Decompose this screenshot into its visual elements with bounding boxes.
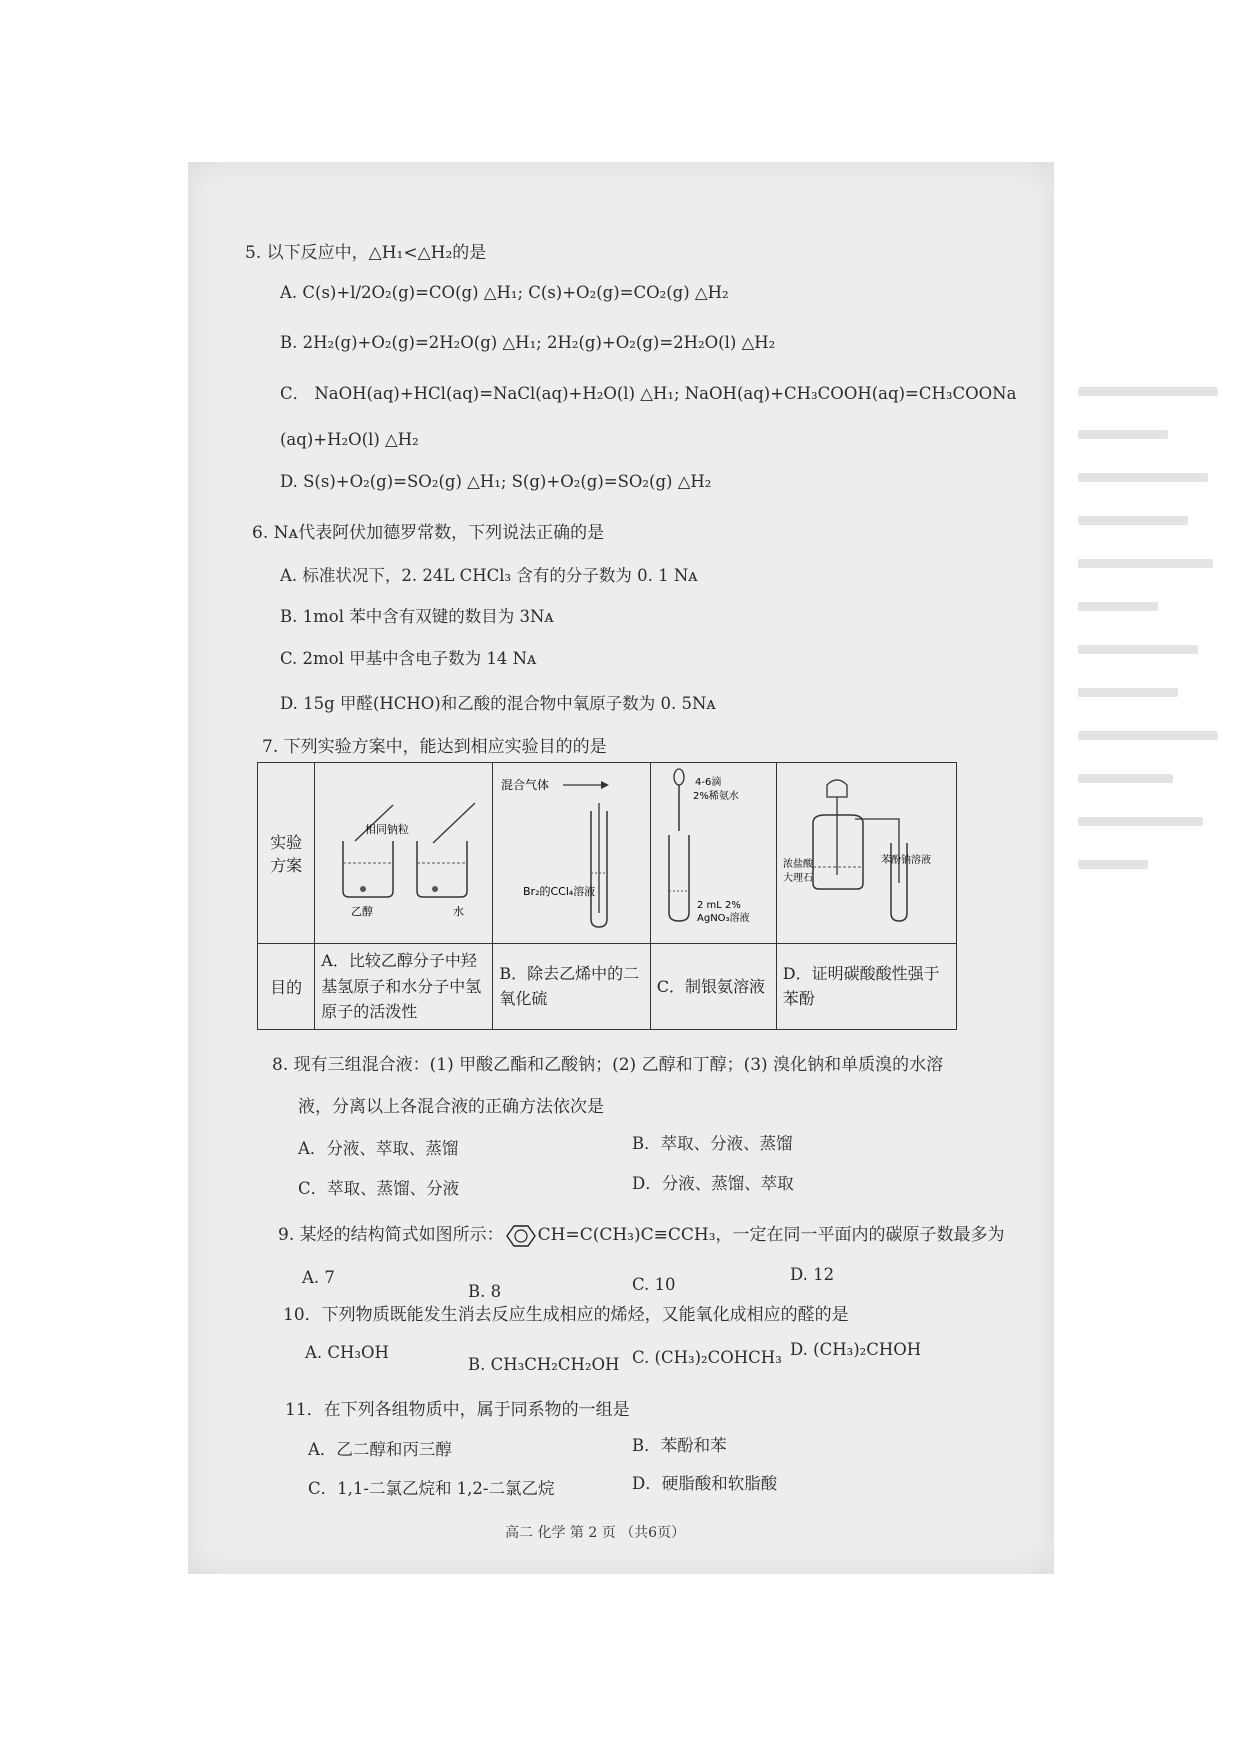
q10-option-c: C. (CH₃)₂COHCH₃	[632, 1348, 782, 1367]
q8-stem-line2: 液，分离以上各混合液的正确方法依次是	[298, 1097, 604, 1117]
fig-c-dropper-tube	[651, 763, 771, 939]
q11-option-b: B．苯酚和苯	[632, 1436, 727, 1455]
purpose-c: C．制银氨溶液	[650, 944, 776, 1030]
q5-option-d: D. S(s)+O₂(g)=SO₂(g) △H₁; S(g)+O₂(g)=SO₂(g) △H₂	[280, 472, 712, 491]
benzene-ring-icon	[504, 1224, 538, 1248]
purpose-d: D．证明碳酸酸性强于苯酚	[776, 944, 956, 1030]
q10-stem: 10．下列物质既能发生消去反应生成相应的烯烃，又能氧化成相应的醛的是	[283, 1305, 849, 1325]
fig-b-gas-washing	[493, 763, 643, 939]
q8-stem-line1: 8. 现有三组混合液：(1) 甲酸乙酯和乙酸钠；(2) 乙醇和丁醇；(3) 溴化钠和单质溴的水溶	[272, 1055, 944, 1075]
q8-option-b: B．萃取、分液、蒸馏	[632, 1134, 793, 1153]
q10-option-a: A. CH₃OH	[305, 1343, 389, 1362]
label-hcl: 浓盐酸	[782, 859, 813, 870]
q9-option-c: C. 10	[632, 1275, 676, 1294]
label-phenolate: 苯酚钠溶液	[880, 855, 931, 866]
label-agno3: AgNO₃溶液	[696, 913, 750, 924]
q10-option-b: B. CH₃CH₂CH₂OH	[468, 1355, 620, 1374]
label-drops: 4-6滴	[694, 777, 722, 788]
label-marble: 大理石	[782, 873, 813, 884]
q10-option-d: D. (CH₃)₂CHOH	[790, 1340, 922, 1359]
label-water: 水	[453, 905, 465, 918]
q6-option-b: B. 1mol 苯中含有双键的数目为 3Nᴀ	[280, 607, 554, 626]
q9-stem-prefix: 9. 某烃的结构简式如图所示：	[278, 1225, 504, 1245]
q11-option-d: D．硬脂酸和软脂酸	[632, 1474, 778, 1493]
row-label-scheme: 实验方案	[258, 763, 315, 944]
fig-a-beakers-sodium	[315, 763, 485, 939]
fig-c-cell	[650, 763, 776, 944]
q11-stem: 11．在下列各组物质中，属于同系物的一组是	[285, 1400, 630, 1420]
label-ethanol: 乙醇	[351, 905, 374, 918]
q5-option-a: A. C(s)+l/2O₂(g)=CO(g) △H₁; C(s)+O₂(g)=CO₂(g) △H₂	[280, 283, 729, 302]
label-bromine-solution: Br₂的CCl₄溶液	[523, 885, 596, 898]
purpose-b: B．除去乙烯中的二氧化硫	[493, 944, 650, 1030]
row-label-purpose: 目的	[258, 944, 315, 1030]
label-same-sodium: 相同钠粒	[365, 823, 410, 836]
q6-option-a: A. 标准状况下，2. 24L CHCl₃ 含有的分子数为 0. 1 Nᴀ	[280, 566, 698, 585]
q5-stem: 5. 以下反应中，△H₁<△H₂的是	[245, 243, 487, 263]
q9-stem	[278, 1220, 1005, 1248]
q5-option-b: B. 2H₂(g)+O₂(g)=2H₂O(g) △H₁; 2H₂(g)+O₂(g)=2H₂O(l) △H₂	[280, 333, 776, 352]
q6-stem: 6. Nᴀ代表阿伏加德罗常数，下列说法正确的是	[252, 523, 605, 543]
page-footer: 高二 化学 第 2 页 （共6页）	[505, 1525, 686, 1541]
q8-option-a: A．分液、萃取、蒸馏	[298, 1139, 459, 1158]
label-mixed-gas: 混合气体	[501, 778, 550, 792]
q6-option-c: C. 2mol 甲基中含电子数为 14 Nᴀ	[280, 649, 537, 668]
bleed-through-text	[1078, 387, 1228, 987]
fig-d-gas-generator	[777, 763, 949, 939]
q5-option-c-line1: C． NaOH(aq)+HCl(aq)=NaCl(aq)+H₂O(l) △H₁; NaOH(aq)+CH₃COOH(aq)=CH₃COONa	[280, 384, 1017, 403]
label-volume: 2 mL 2%	[696, 900, 741, 911]
purpose-a: A．比较乙醇分子中羟基氢原子和水分子中氢原子的活泼性	[315, 944, 493, 1030]
q9-formula: CH=C(CH₃)C≡CCH₃，一定在同一平面内的碳原子数最多为	[537, 1225, 1005, 1245]
q8-option-d: D．分液、蒸馏、萃取	[632, 1174, 794, 1193]
q7-stem: 7. 下列实验方案中，能达到相应实验目的的是	[262, 737, 607, 757]
q9-option-d: D. 12	[790, 1265, 835, 1284]
label-ammonia: 2%稀氨水	[692, 791, 739, 802]
q9-option-a: A. 7	[302, 1268, 335, 1287]
q6-option-d: D. 15g 甲醛(HCHO)和乙酸的混合物中氧原子数为 0. 5Nᴀ	[280, 694, 716, 713]
q11-option-a: A．乙二醇和丙三醇	[308, 1440, 452, 1459]
q7-experiment-table	[257, 762, 957, 1030]
q8-option-c: C．萃取、蒸馏、分液	[298, 1179, 460, 1198]
q9-option-b: B. 8	[468, 1282, 502, 1301]
q11-option-c: C．1,1-二氯乙烷和 1,2-二氯乙烷	[308, 1479, 555, 1498]
fig-b-cell	[493, 763, 650, 944]
fig-a-cell	[315, 763, 493, 944]
q5-option-c-line2: (aq)+H₂O(l) △H₂	[280, 430, 419, 449]
fig-d-cell	[776, 763, 956, 944]
